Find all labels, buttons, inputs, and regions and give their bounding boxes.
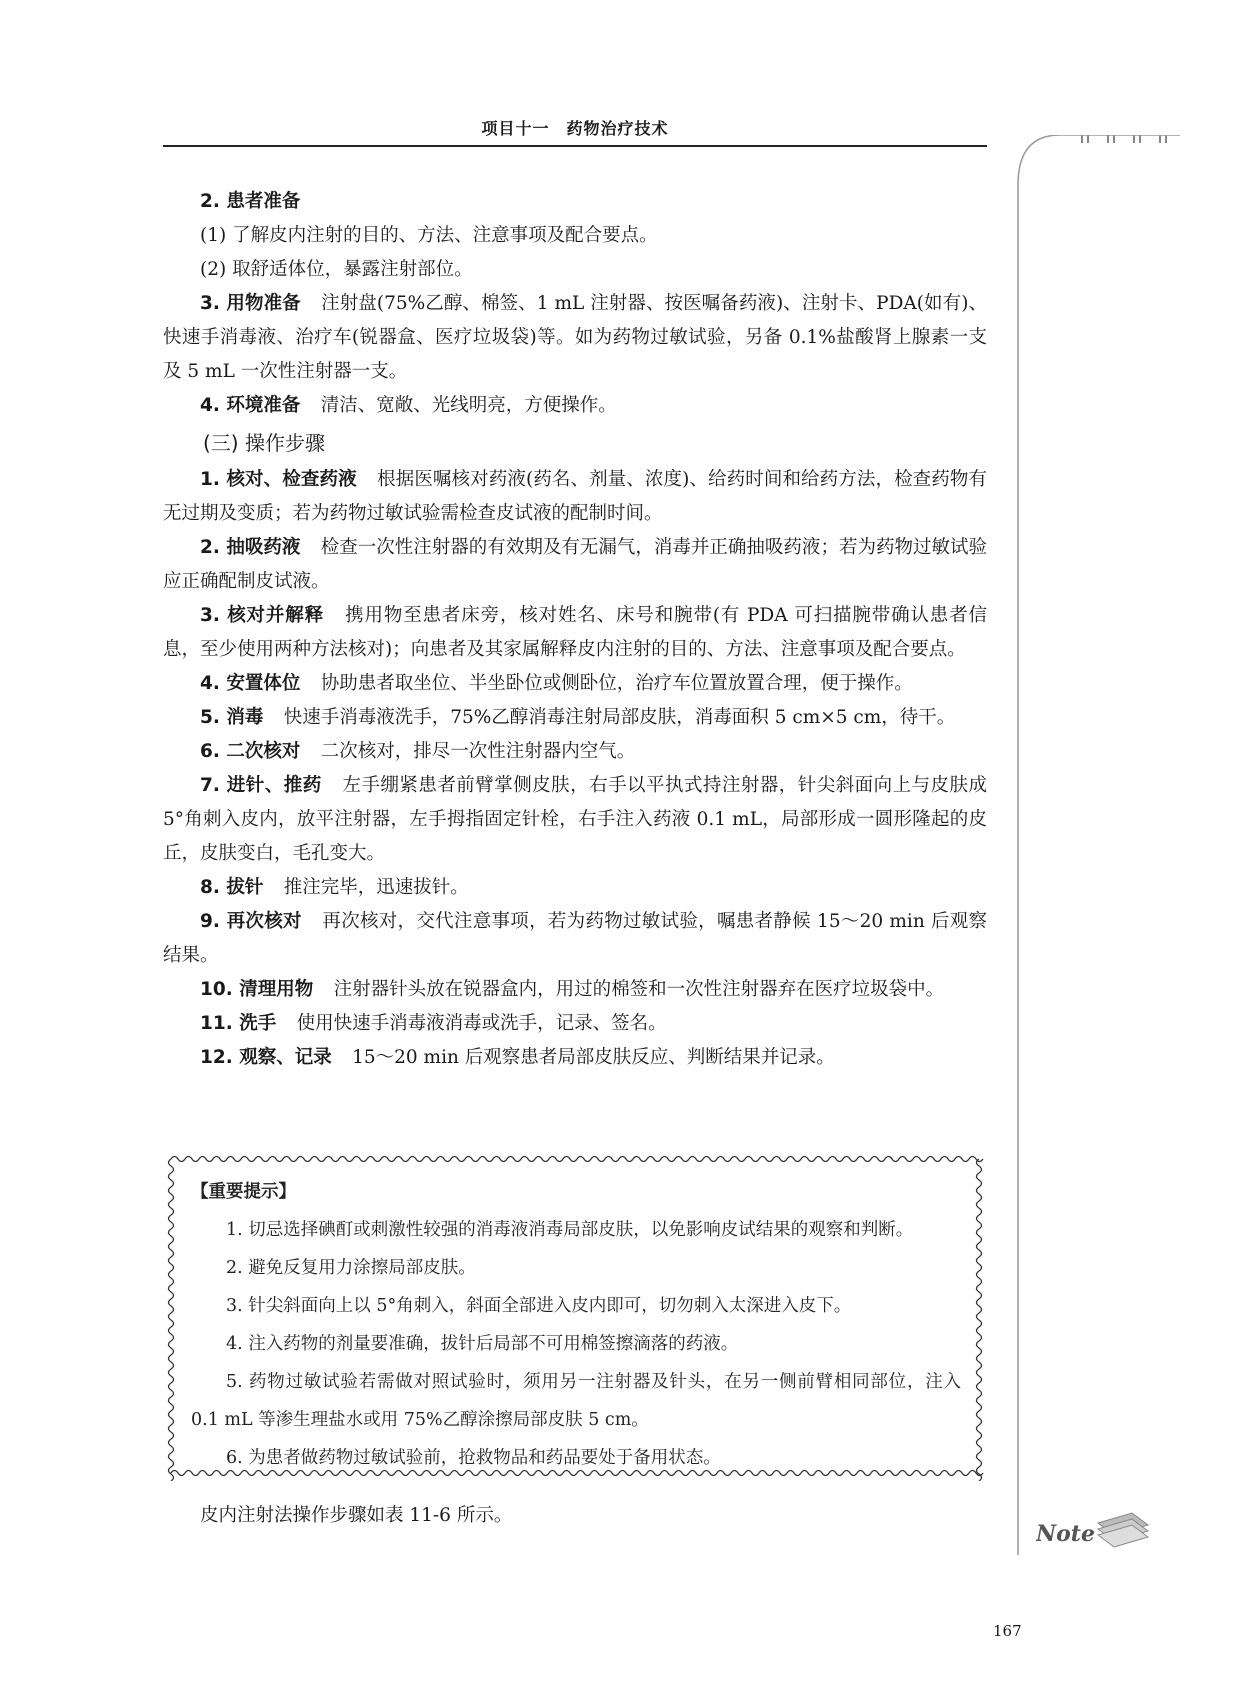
border-ornament <box>353 1157 367 1162</box>
border-ornament <box>745 1157 759 1162</box>
border-ornament <box>577 1157 591 1162</box>
environment-prep-text: 清洁、宽敞、光线明亮，方便操作。 <box>320 395 617 416</box>
border-ornament <box>169 1341 174 1355</box>
border-ornament <box>977 1229 982 1243</box>
step: 8. 拔针 推注完毕，迅速拔针。 <box>200 877 469 898</box>
border-ornament <box>977 1425 982 1439</box>
border-ornament <box>675 1157 689 1162</box>
border-ornament <box>977 1327 982 1341</box>
step: 12. 观察、记录 15～20 min 后观察患者局部皮肤反应、判断结果并记录。 <box>200 1047 835 1068</box>
border-ornament <box>843 1157 857 1162</box>
border-ornament <box>169 1229 174 1243</box>
border-ornament <box>977 1173 982 1187</box>
border-ornament <box>955 1157 969 1162</box>
border-ornament <box>815 1157 829 1162</box>
tip-item: 2. 避免反复用力涂擦局部皮肤。 <box>226 1258 476 1278</box>
border-ornament <box>255 1157 269 1162</box>
step: 2. 抽吸药液 检查一次性注射器的有效期及有无漏气，消毒并正确抽吸药液；若为药物过敏试验应正确配制皮试液。 <box>163 537 987 592</box>
border-ornament <box>703 1157 717 1162</box>
border-ornament <box>977 1411 982 1425</box>
border-ornament <box>977 1285 982 1299</box>
border-ornament <box>479 1157 493 1162</box>
border-ornament <box>169 1383 174 1397</box>
border-ornament <box>977 1355 982 1369</box>
border-ornament <box>647 1157 661 1162</box>
border-ornament <box>171 1157 185 1162</box>
border-ornament <box>169 1271 174 1285</box>
border-ornament <box>977 1271 982 1285</box>
border-ornament <box>977 1299 982 1313</box>
tips-title: 【重要提示】 <box>191 1182 296 1202</box>
border-ornament <box>759 1157 773 1162</box>
page-number: 167 <box>993 1622 1022 1640</box>
border-ornament <box>213 1157 227 1162</box>
border-ornament <box>717 1157 731 1162</box>
border-ornament <box>605 1157 619 1162</box>
border-ornament <box>169 1299 174 1313</box>
tip-item: 3. 针尖斜面向上以 5°角刺入，斜面全部进入皮内即可，切勿刺入太深进入皮下。 <box>226 1296 852 1316</box>
border-ornament <box>169 1327 174 1341</box>
header-rule <box>163 145 987 147</box>
border-ornament <box>367 1157 381 1162</box>
border-ornament <box>269 1157 283 1162</box>
border-ornament <box>941 1157 955 1162</box>
border-ornament <box>521 1157 535 1162</box>
border-ornament <box>689 1157 703 1162</box>
border-ornament <box>169 1411 174 1425</box>
border-ornament <box>169 1313 174 1327</box>
border-ornament <box>977 1201 982 1215</box>
step: 6. 二次核对 二次核对，排尽一次性注射器内空气。 <box>200 741 636 762</box>
border-ornament <box>169 1215 174 1229</box>
border-ornament <box>977 1215 982 1229</box>
step: 9. 再次核对 再次核对，交代注意事项，若为药物过敏试验，嘱患者静候 15～20 min 后观察结果。 <box>163 911 987 966</box>
border-ornament <box>311 1157 325 1162</box>
section-title: (三) 操作步骤 <box>203 431 325 455</box>
border-ornament <box>381 1157 395 1162</box>
border-ornament <box>977 1187 982 1201</box>
border-ornament <box>297 1157 311 1162</box>
border-ornament <box>169 1243 174 1257</box>
border-ornament <box>169 1257 174 1271</box>
border-ornament <box>241 1157 255 1162</box>
border-ornament <box>227 1157 241 1162</box>
border-ornament <box>977 1397 982 1411</box>
environment-prep <box>163 389 987 423</box>
border-ornament <box>325 1157 339 1162</box>
note-label: Note <box>1036 1521 1095 1547</box>
border-ornament <box>787 1157 801 1162</box>
border-ornament <box>199 1157 213 1162</box>
border-ornament <box>185 1157 199 1162</box>
step: 3. 核对并解释 携用物至患者床旁，核对姓名、床号和腕带(有 PDA 可扫描腕带确认患者信息，至少使用两种方法核对)；向患者及其家属解释皮内注射的目的、方法、注意事项及配合要点。 <box>163 605 988 660</box>
step: 7. 进针、推药 左手绷紧患者前臂掌侧皮肤，右手以平执式持注射器，针尖斜面向上与皮肤成 5°角刺入皮内，放平注射器，左手拇指固定针栓，右手注入药液 0.1 mL，局部形成一圆形隆起的皮丘，皮肤变白，毛孔变大。 <box>163 775 987 864</box>
border-ornament <box>169 1159 174 1173</box>
border-ornament <box>451 1157 465 1162</box>
border-ornament <box>493 1157 507 1162</box>
border-ornament <box>409 1157 423 1162</box>
patient-prep-item-2: (2) 取舒适体位，暴露注射部位。 <box>200 259 473 280</box>
main-body <box>163 185 987 1075</box>
supplies-prep <box>163 287 987 389</box>
border-ornament <box>977 1369 982 1383</box>
border-ornament <box>977 1257 982 1271</box>
patient-prep-heading: 2. 患者准备 <box>200 191 301 212</box>
step: 5. 消毒 快速手消毒液洗手，75%乙醇消毒注射局部皮肤，消毒面积 5 cm×5 cm，待干。 <box>200 707 956 728</box>
border-ornament <box>169 1355 174 1369</box>
border-ornament <box>395 1157 409 1162</box>
border-ornament <box>977 1243 982 1257</box>
step: 10. 清理用物 注射器针头放在锐器盒内，用过的棉签和一次性注射器弃在医疗垃圾袋中。 <box>200 979 945 1000</box>
tips-content <box>191 1173 961 1477</box>
border-ornament <box>899 1157 913 1162</box>
border-ornament <box>977 1439 982 1453</box>
border-ornament <box>507 1157 521 1162</box>
tip-item: 1. 切忌选择碘酊或刺激性较强的消毒液消毒局部皮肤，以免影响皮试结果的观察和判断。 <box>226 1220 914 1240</box>
tip-item: 4. 注入药物的剂量要准确，拔针后局部不可用棉签擦滴落的药液。 <box>226 1334 739 1354</box>
border-ornament <box>169 1201 174 1215</box>
step: 1. 核对、检查药液 根据医嘱核对药液(药名、剂量、浓度)、给药时间和给药方法，检查药物有无过期及变质；若为药物过敏试验需检查皮试液的配制时间。 <box>163 469 987 524</box>
border-ornament <box>661 1157 675 1162</box>
border-ornament <box>731 1157 745 1162</box>
border-ornament <box>169 1397 174 1411</box>
supplies-prep-heading: 3. 用物准备 <box>200 293 301 314</box>
important-tips-box <box>163 1151 987 1481</box>
border-ornament <box>169 1453 174 1467</box>
border-ornament <box>169 1467 174 1481</box>
note-icon <box>1036 1505 1156 1555</box>
border-ornament <box>283 1157 297 1162</box>
border-ornament <box>169 1425 174 1439</box>
border-ornament <box>465 1157 479 1162</box>
border-ornament <box>977 1453 982 1467</box>
border-ornament <box>169 1369 174 1383</box>
border-ornament <box>857 1157 871 1162</box>
border-ornament <box>977 1341 982 1355</box>
border-ornament <box>927 1157 941 1162</box>
border-ornament <box>549 1157 563 1162</box>
tip-item: 6. 为患者做药物过敏试验前，抢救物品和药品要处于备用状态。 <box>226 1448 721 1468</box>
border-ornament <box>913 1157 927 1162</box>
margin-decoration <box>1000 135 1245 1555</box>
border-ornament <box>563 1157 577 1162</box>
running-header: 项目十一 药物治疗技术 <box>481 119 669 138</box>
border-ornament <box>619 1157 633 1162</box>
patient-prep-item-1: (1) 了解皮内注射的目的、方法、注意事项及配合要点。 <box>200 225 658 246</box>
border-ornament <box>169 1285 174 1299</box>
border-ornament <box>633 1157 647 1162</box>
border-ornament <box>969 1157 983 1162</box>
border-ornament <box>171 1471 185 1476</box>
border-ornament <box>339 1157 353 1162</box>
border-ornament <box>437 1157 451 1162</box>
border-ornament <box>977 1383 982 1397</box>
supplies-prep-text: 注射盘(75%乙醇、棉签、1 mL 注射器、按医嘱备药液)、注射卡、PDA(如有)、快速手消毒液、治疗车(锐器盒、医疗垃圾袋)等。如为药物过敏试验，另备 0.1%盐酸肾上腺素一支及 5 mL 一次性注射器一支。 <box>163 293 987 382</box>
closing-sentence: 皮内注射法操作步骤如表 11-6 所示。 <box>200 1505 513 1526</box>
border-ornament <box>885 1157 899 1162</box>
step: 11. 洗手 使用快速手消毒液消毒或洗手，记录、签名。 <box>200 1013 667 1034</box>
border-ornament <box>169 1439 174 1453</box>
step: 4. 安置体位 协助患者取坐位、半坐卧位或侧卧位，治疗车位置放置合理，便于操作。 <box>200 673 913 694</box>
border-ornament <box>535 1157 549 1162</box>
border-ornament <box>829 1157 843 1162</box>
environment-prep-heading: 4. 环境准备 <box>200 395 301 416</box>
border-ornament <box>423 1157 437 1162</box>
border-ornament <box>801 1157 815 1162</box>
border-ornament <box>169 1173 174 1187</box>
border-ornament <box>977 1313 982 1327</box>
border-ornament <box>871 1157 885 1162</box>
tip-item: 5. 药物过敏试验若需做对照试验时，须用另一注射器及针头，在另一侧前臂相同部位，注入 0.1 mL 等渗生理盐水或用 75%乙醇涂擦局部皮肤 5 cm。 <box>191 1372 961 1430</box>
border-ornament <box>169 1187 174 1201</box>
border-ornament <box>591 1157 605 1162</box>
border-ornament <box>773 1157 787 1162</box>
